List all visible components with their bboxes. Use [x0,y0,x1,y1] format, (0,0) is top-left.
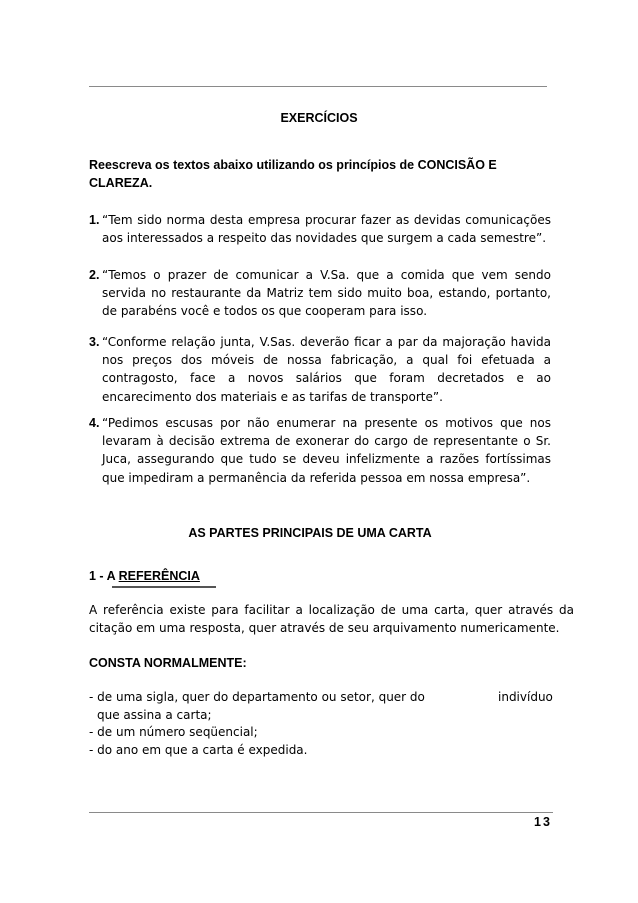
page-title: EXERCÍCIOS [280,111,358,125]
exercise-3 [89,333,551,406]
subsection-title [89,569,200,583]
list-item-word: indivíduo [498,690,553,704]
exercise-text: “Pedimos escusas por não enumerar na presente os motivos que nos levaram à decisão extrema de exonerar do cargo de representante o Sr. Juca, assegurando que tudo se deveu infelizmente a razões fortíssimas que impediram a permanência da referida pessoa em nossa empresa”. [102,416,551,485]
subsection-underline [112,586,216,588]
page-number: 13 [534,815,552,829]
section-title: AS PARTES PRINCIPAIS DE UMA CARTA [188,526,432,540]
subsection-number: 1 - A [89,569,116,583]
bottom-divider [89,812,553,813]
instruction-text: Reescreva os textos abaixo utilizando os princípios de CONCISÃO E CLAREZA. [89,158,497,190]
exercise-text: “Tem sido norma desta empresa procurar fazer as devidas comunicações aos interessados a respeito das novidades que surgem a cada semestre”. [102,213,551,246]
consta-label: CONSTA NORMALMENTE: [89,656,247,670]
exercise-number: 4. [89,416,100,430]
exercise-text: “Temos o prazer de comunicar a V.Sa. que a comida que vem sendo servida no restaurante da Matriz tem sido muito boa, estando, portanto, de parabéns você e todos os que cooperam para isso. [102,268,551,319]
exercise-4 [89,414,551,487]
exercise-2 [89,266,551,321]
list-item-text: - de uma sigla, quer do departamento ou setor, quer do [89,690,425,704]
list-item [89,689,559,707]
exercise-number: 2. [89,268,100,282]
exercise-text: “Conforme relação junta, V.Sas. deverão ficar a par da majoração havida nos preços dos móveis de nossa fabricação, a qual foi efetuada a contragosto, face a novos salários que foram decretados e ao encarecimento dos materiais e as tarifas de transporte”. [102,335,551,404]
list-item: - de um número seqüencial; [89,725,258,739]
exercise-number: 3. [89,335,100,349]
top-divider [89,86,547,87]
consta-list [89,689,559,759]
exercise-1 [89,211,551,247]
subsection-label: REFERÊNCIA [118,569,200,583]
referencia-paragraph: A referência existe para facilitar a localização de uma carta, quer através da citação em uma resposta, quer através de seu arquivamento numericamente. [89,603,574,636]
list-item-continuation: que assina a carta; [97,707,212,722]
list-item: - do ano em que a carta é expedida. [89,742,308,757]
exercise-number: 1. [89,213,100,227]
